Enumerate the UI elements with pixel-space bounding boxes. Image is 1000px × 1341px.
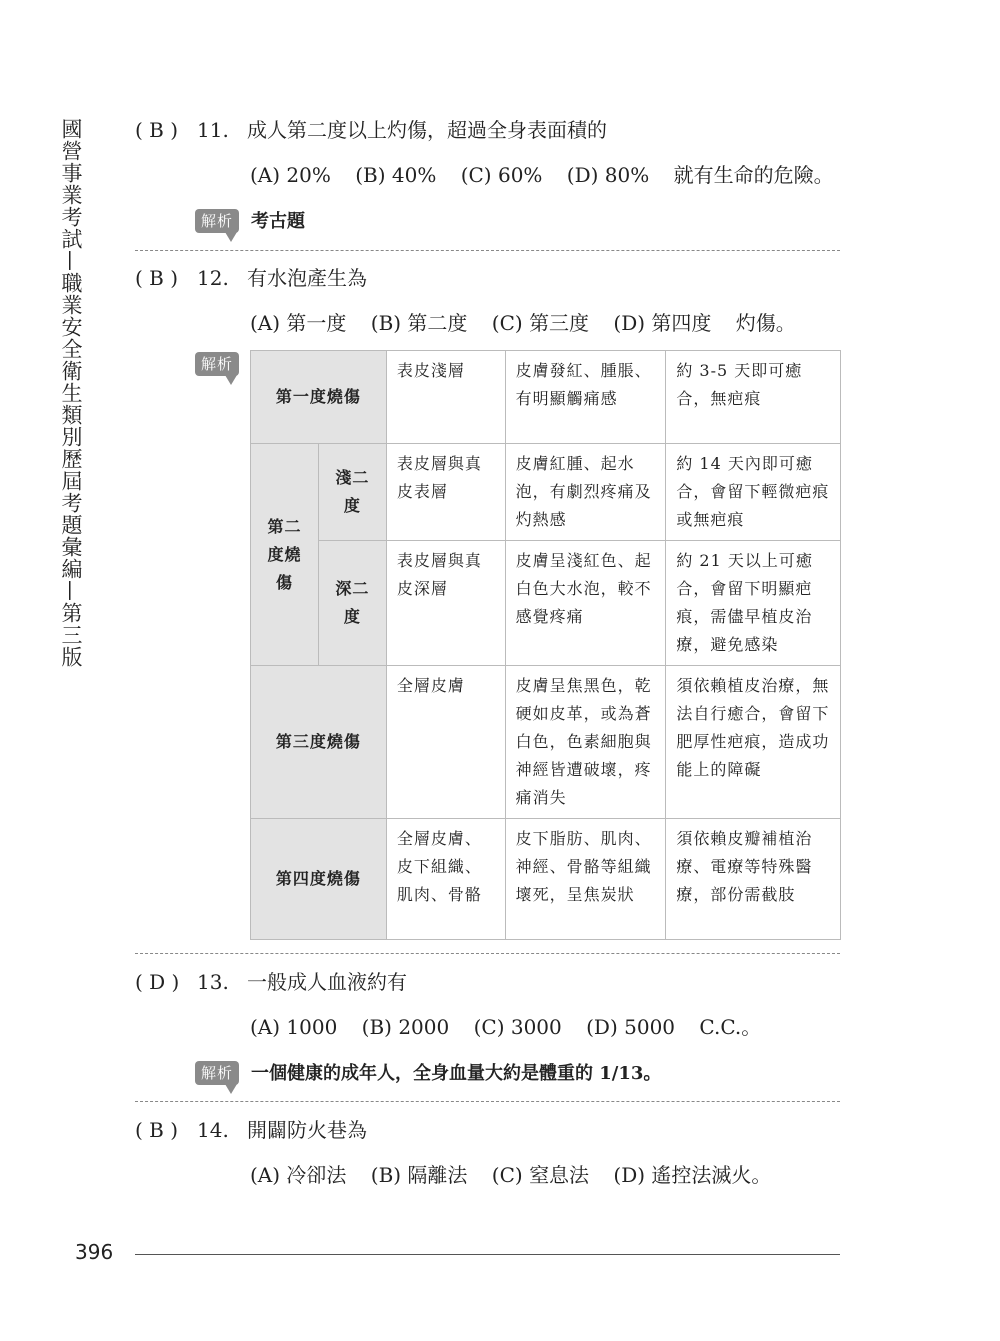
table-row	[251, 444, 841, 541]
degree-name: 第一度燒傷	[251, 351, 387, 444]
healing-cell: 須依賴植皮治療，無法自行癒合，會留下肥厚性疤痕，造成功能上的障礙	[666, 666, 841, 819]
option: (C) 3000	[473, 1015, 562, 1039]
symptom-cell: 皮膚呈焦黑色，乾硬如皮革，或為蒼白色，色素細胞與神經皆遭破壞，疼痛消失	[505, 666, 666, 819]
degree-name: 第四度燒傷	[251, 819, 387, 940]
depth-cell: 全層皮膚	[386, 666, 505, 819]
question-11	[135, 116, 607, 144]
dashed-divider	[135, 953, 840, 954]
explanation-badge: 解析	[195, 352, 239, 376]
burn-degree-table	[250, 350, 841, 940]
footer-rule	[135, 1254, 840, 1255]
option: (A) 1000	[250, 1015, 338, 1039]
healing-cell: 約 14 天內即可癒合，會留下輕微疤痕或無疤痕	[666, 444, 841, 541]
explanation-text: 考古題	[251, 211, 306, 232]
question-text: 一般成人血液約有	[247, 970, 407, 994]
symptom-cell: 皮下脂肪、肌肉、神經、骨骼等組織壞死，呈焦炭狀	[505, 819, 666, 940]
answer-mark: ( B )	[135, 118, 179, 142]
dashed-divider	[135, 1101, 840, 1102]
option: (C) 第三度	[491, 311, 590, 335]
question-13	[135, 968, 407, 996]
explanation-11	[195, 209, 305, 235]
option: (B) 隔離法	[370, 1163, 468, 1187]
option: (A) 冷卻法	[250, 1163, 347, 1187]
question-number: 13.	[197, 970, 229, 994]
option: (A) 20%	[250, 163, 331, 187]
degree-name: 第三度燒傷	[251, 666, 387, 819]
option: (C) 窒息法	[491, 1163, 590, 1187]
symptom-cell: 皮膚紅腫、起水泡，有劇烈疼痛及灼熱感	[505, 444, 666, 541]
explanation-badge: 解析	[195, 209, 239, 233]
question-11-options	[250, 161, 852, 189]
answer-mark: ( B )	[135, 266, 179, 290]
page-number: 396	[75, 1240, 114, 1264]
option: (B) 第二度	[370, 311, 468, 335]
question-14-options	[250, 1161, 789, 1189]
question-14	[135, 1116, 367, 1144]
depth-cell: 全層皮膚、皮下組織、肌肉、骨骼	[386, 819, 505, 940]
option-suffix: 灼傷。	[735, 311, 796, 335]
dashed-divider	[135, 250, 840, 251]
answer-mark: ( D )	[135, 970, 180, 994]
running-side-title: 國營事業考試—職業安全衛生類別歷屆考題彙編—第三版	[59, 118, 83, 668]
question-number: 11.	[197, 118, 229, 142]
option: (B) 40%	[355, 163, 437, 187]
explanation-12	[195, 352, 239, 376]
table-row	[251, 541, 841, 666]
question-text: 有水泡產生為	[247, 266, 367, 290]
option: (D) 第四度	[613, 311, 712, 335]
table-row	[251, 351, 841, 444]
explanation-text: 一個健康的成年人，全身血量大約是體重的 1/13。	[251, 1063, 662, 1084]
option: (D) 5000	[586, 1015, 676, 1039]
symptom-cell: 皮膚呈淺紅色、起白色大水泡，較不感覺疼痛	[505, 541, 666, 666]
option-suffix: 就有生命的危險。	[673, 163, 834, 187]
healing-cell: 約 3-5 天即可癒合，無疤痕	[666, 351, 841, 444]
option: (C) 60%	[460, 163, 543, 187]
explanation-13	[195, 1061, 661, 1087]
degree-name: 第二度燒傷	[251, 444, 319, 666]
sub-degree-name: 淺二度	[318, 444, 386, 541]
question-text: 成人第二度以上灼傷，超過全身表面積的	[247, 118, 607, 142]
question-13-options	[250, 1013, 779, 1041]
explanation-badge: 解析	[195, 1061, 239, 1085]
option: (A) 第一度	[250, 311, 347, 335]
question-12	[135, 264, 367, 292]
table-row	[251, 666, 841, 819]
option-suffix: C.C.。	[699, 1015, 762, 1039]
depth-cell: 表皮層與真皮深層	[386, 541, 505, 666]
depth-cell: 表皮層與真皮表層	[386, 444, 505, 541]
question-number: 14.	[197, 1118, 229, 1142]
table-row	[251, 819, 841, 940]
option: (D) 遙控法滅火。	[613, 1163, 772, 1187]
symptom-cell: 皮膚發紅、腫脹、有明顯觸痛感	[505, 351, 666, 444]
question-12-options	[250, 309, 814, 337]
healing-cell: 須依賴皮瓣補植治療、電療等特殊醫療，部份需截肢	[666, 819, 841, 940]
option: (B) 2000	[361, 1015, 450, 1039]
question-text: 開闢防火巷為	[247, 1118, 367, 1142]
question-number: 12.	[197, 266, 229, 290]
depth-cell: 表皮淺層	[386, 351, 505, 444]
option: (D) 80%	[566, 163, 650, 187]
healing-cell: 約 21 天以上可癒合，會留下明顯疤痕，需儘早植皮治療，避免感染	[666, 541, 841, 666]
answer-mark: ( B )	[135, 1118, 179, 1142]
sub-degree-name: 深二度	[318, 541, 386, 666]
